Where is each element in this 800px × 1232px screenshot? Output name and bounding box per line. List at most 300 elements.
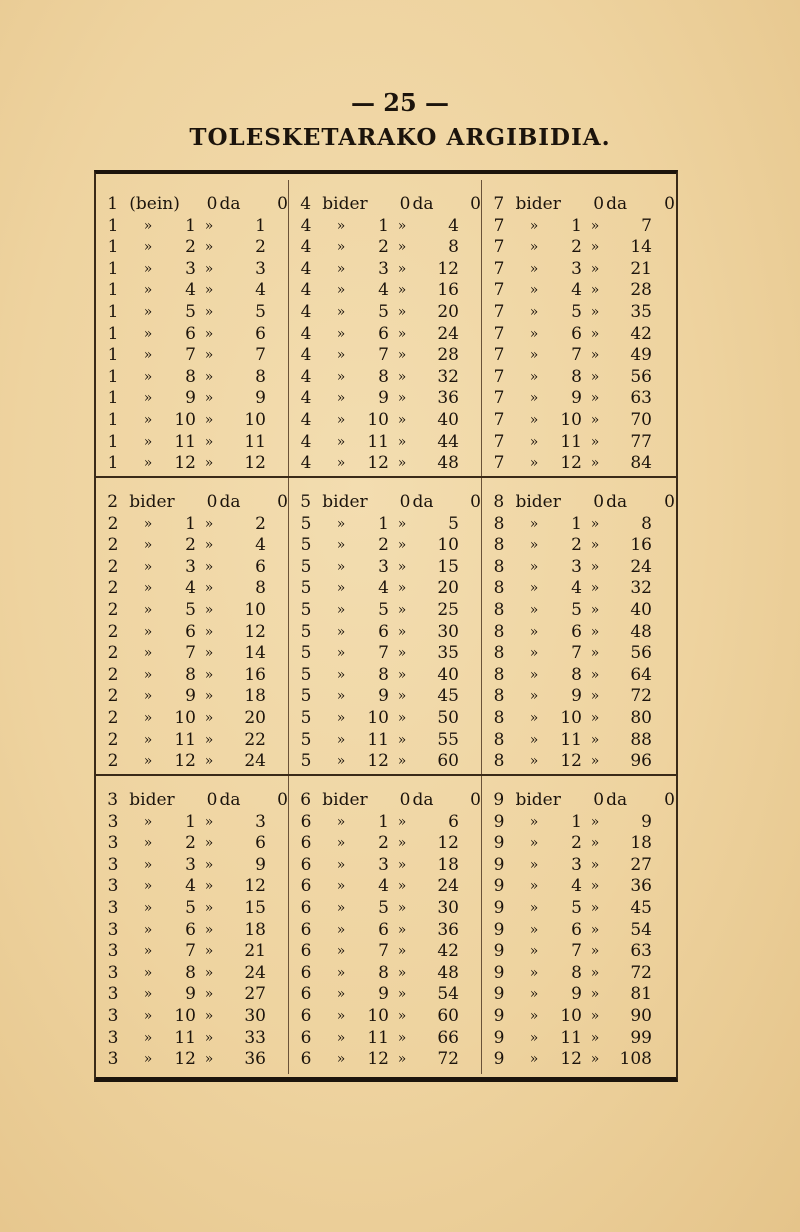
- multiplier: 0: [399, 492, 411, 512]
- ditto-mark: »: [143, 260, 153, 277]
- ditto-mark: »: [529, 856, 539, 873]
- multiplicand: 1: [107, 258, 119, 279]
- table-row: [482, 833, 675, 855]
- product: 9: [641, 811, 652, 832]
- multiplier: 2: [185, 535, 196, 556]
- table-row: [482, 367, 675, 389]
- table-block-5: [289, 478, 482, 774]
- multiplier: 2: [378, 833, 389, 854]
- ditto-mark: »: [336, 1051, 346, 1068]
- multiplier: 7: [378, 643, 389, 664]
- product: 0: [277, 492, 288, 512]
- table-header-row: [289, 194, 481, 216]
- product: 42: [437, 941, 459, 962]
- ditto-mark: »: [529, 325, 539, 342]
- ditto-mark: »: [204, 709, 214, 726]
- product: 44: [437, 431, 459, 452]
- ditto-mark: »: [143, 303, 153, 320]
- table-row: [482, 941, 675, 963]
- ditto-mark: »: [590, 921, 600, 938]
- ditto-mark: »: [397, 878, 407, 895]
- product: 3: [255, 811, 266, 832]
- multiplier: 10: [174, 1005, 196, 1026]
- multiplicand: 8: [493, 729, 505, 750]
- table-row: [96, 432, 288, 454]
- product: 77: [630, 431, 652, 452]
- product: 70: [630, 409, 652, 430]
- product: 16: [437, 280, 459, 301]
- table-row: [482, 302, 675, 324]
- table-block-4: [289, 180, 482, 476]
- product: 35: [630, 301, 652, 322]
- multiplicand: 1: [107, 215, 119, 236]
- multiplier: 0: [593, 790, 605, 810]
- product: 50: [437, 707, 459, 728]
- product: 6: [255, 833, 266, 854]
- multiplier: 7: [185, 941, 196, 962]
- multiplicand: 8: [493, 686, 505, 707]
- multiplier: 6: [185, 919, 196, 940]
- ditto-mark: »: [143, 580, 153, 597]
- table-row: [482, 280, 675, 302]
- table-band: [96, 774, 676, 1074]
- multiplier: 4: [571, 578, 582, 599]
- ditto-mark: »: [204, 899, 214, 916]
- multiplicand: 4: [300, 409, 312, 430]
- table-row: [289, 237, 481, 259]
- multiplier: 5: [185, 599, 196, 620]
- multiplicand: 9: [493, 919, 505, 940]
- table-row: [96, 855, 288, 877]
- table-row: [96, 876, 288, 898]
- multiplier: 12: [560, 453, 582, 474]
- multiplier: 11: [560, 1027, 582, 1048]
- table-row: [482, 324, 675, 346]
- ditto-mark: »: [397, 1051, 407, 1068]
- ditto-mark: »: [529, 645, 539, 662]
- table-row: [482, 665, 675, 687]
- table-row: [482, 812, 675, 834]
- ditto-mark: »: [336, 1029, 346, 1046]
- multiplier: 10: [560, 707, 582, 728]
- table-row: [289, 410, 481, 432]
- table-row: [96, 514, 288, 536]
- ditto-mark: »: [590, 411, 600, 428]
- multiplicand: 9: [493, 854, 505, 875]
- multiplicand: 1: [107, 237, 119, 258]
- ditto-mark: »: [143, 537, 153, 554]
- multiplicand: 8: [493, 599, 505, 620]
- ditto-mark: »: [590, 856, 600, 873]
- ditto-mark: »: [529, 217, 539, 234]
- ditto-mark: »: [204, 878, 214, 895]
- multiplicand: 3: [107, 919, 119, 940]
- ditto-mark: »: [143, 878, 153, 895]
- table-row: [482, 730, 675, 752]
- multiplier: 9: [185, 686, 196, 707]
- multiplier: 10: [174, 409, 196, 430]
- table-row: [96, 600, 288, 622]
- product: 12: [244, 453, 266, 474]
- da-word: da: [606, 790, 628, 810]
- product: 35: [437, 643, 459, 664]
- multiplicand: 8: [493, 707, 505, 728]
- ditto-mark: »: [529, 433, 539, 450]
- product: 8: [448, 237, 459, 258]
- ditto-mark: »: [529, 623, 539, 640]
- multiplier: 8: [571, 664, 582, 685]
- ditto-mark: »: [590, 515, 600, 532]
- product: 72: [437, 1049, 459, 1070]
- multiplier: 1: [185, 513, 196, 534]
- multiplier: 0: [399, 194, 411, 214]
- multiplier: 1: [571, 215, 582, 236]
- ditto-mark: »: [397, 921, 407, 938]
- ditto-mark: »: [143, 943, 153, 960]
- multiplicand: 6: [300, 790, 312, 810]
- ditto-mark: »: [204, 813, 214, 830]
- product: 0: [470, 194, 481, 214]
- ditto-mark: »: [143, 433, 153, 450]
- table-row: [482, 345, 675, 367]
- product: 0: [664, 790, 675, 810]
- multiplier: 7: [571, 643, 582, 664]
- table-row: [96, 345, 288, 367]
- table-row: [289, 920, 481, 942]
- multiplier: 6: [378, 323, 389, 344]
- multiplicand: 6: [300, 984, 312, 1005]
- multiplier: 6: [571, 323, 582, 344]
- product: 18: [244, 919, 266, 940]
- product: 54: [630, 919, 652, 940]
- table-block-1: [96, 180, 289, 476]
- table-row: [482, 1049, 675, 1071]
- table-header-row: [289, 790, 481, 812]
- multiplicand: 5: [300, 664, 312, 685]
- multiplier: 12: [560, 751, 582, 772]
- product: 5: [448, 513, 459, 534]
- ditto-mark: »: [336, 282, 346, 299]
- multiplicand: 9: [493, 1005, 505, 1026]
- ditto-mark: »: [143, 753, 153, 770]
- multiplier: 0: [593, 194, 605, 214]
- da-word: da: [412, 790, 434, 810]
- product: 45: [437, 686, 459, 707]
- multiplicand: 1: [107, 409, 119, 430]
- ditto-mark: »: [336, 709, 346, 726]
- ditto-mark: »: [590, 731, 600, 748]
- table-row: [96, 557, 288, 579]
- multiplier: 2: [571, 535, 582, 556]
- ditto-mark: »: [590, 580, 600, 597]
- multiplicand: 6: [300, 962, 312, 983]
- table-row: [289, 216, 481, 238]
- ditto-mark: »: [336, 688, 346, 705]
- multiplier: 5: [571, 599, 582, 620]
- product: 12: [437, 258, 459, 279]
- product: 32: [630, 578, 652, 599]
- table-row: [96, 1006, 288, 1028]
- multiplicand: 2: [107, 729, 119, 750]
- ditto-mark: »: [590, 943, 600, 960]
- multiplier: 10: [367, 1005, 389, 1026]
- multiplicand: 1: [107, 366, 119, 387]
- ditto-mark: »: [204, 347, 214, 364]
- ditto-mark: »: [336, 753, 346, 770]
- page-number: — 25 —: [350, 88, 450, 117]
- product: 7: [641, 215, 652, 236]
- product: 10: [437, 535, 459, 556]
- product: 24: [244, 751, 266, 772]
- ditto-mark: »: [590, 709, 600, 726]
- table-row: [96, 812, 288, 834]
- product: 7: [255, 345, 266, 366]
- product: 8: [641, 513, 652, 534]
- product: 28: [630, 280, 652, 301]
- ditto-mark: »: [204, 623, 214, 640]
- product: 9: [255, 854, 266, 875]
- table-grid: [96, 180, 676, 1074]
- multiplier: 11: [367, 729, 389, 750]
- table-row: [289, 557, 481, 579]
- ditto-mark: »: [143, 455, 153, 472]
- multiplicand: 4: [300, 323, 312, 344]
- ditto-mark: »: [143, 709, 153, 726]
- ditto-mark: »: [336, 878, 346, 895]
- multiplier: 11: [560, 729, 582, 750]
- product: 24: [437, 323, 459, 344]
- multiplier: 3: [571, 854, 582, 875]
- multiplicand: 5: [300, 621, 312, 642]
- table-row: [482, 514, 675, 536]
- product: 54: [437, 984, 459, 1005]
- product: 12: [244, 621, 266, 642]
- ditto-mark: »: [397, 325, 407, 342]
- multiplier: 7: [571, 941, 582, 962]
- multiplicand: 2: [107, 643, 119, 664]
- ditto-mark: »: [143, 921, 153, 938]
- table-row: [482, 643, 675, 665]
- multiplicand: 1: [107, 280, 119, 301]
- table-header-row: [482, 492, 675, 514]
- multiplicand: 4: [300, 258, 312, 279]
- multiplicand: 4: [300, 431, 312, 452]
- product: 0: [470, 790, 481, 810]
- multiplier: 6: [378, 621, 389, 642]
- multiplier: 4: [378, 578, 389, 599]
- multiplier: 9: [378, 984, 389, 1005]
- ditto-mark: »: [204, 1007, 214, 1024]
- page-title: TOLESKETARAKO ARGIBIDIA.: [189, 124, 611, 151]
- product: 49: [630, 345, 652, 366]
- multiplier: 4: [185, 578, 196, 599]
- ditto-mark: »: [397, 1029, 407, 1046]
- table-row: [482, 535, 675, 557]
- product: 8: [255, 578, 266, 599]
- multiplicand: 6: [300, 811, 312, 832]
- multiplier: 2: [378, 535, 389, 556]
- multiplier: 5: [378, 897, 389, 918]
- product: 32: [437, 366, 459, 387]
- multiplier: 5: [571, 301, 582, 322]
- product: 56: [630, 643, 652, 664]
- product: 33: [244, 1027, 266, 1048]
- table-row: [482, 920, 675, 942]
- ditto-mark: »: [143, 558, 153, 575]
- ditto-mark: »: [336, 558, 346, 575]
- product: 48: [437, 962, 459, 983]
- table-row: [289, 708, 481, 730]
- ditto-mark: »: [590, 623, 600, 640]
- connector-word: bider: [322, 492, 368, 512]
- ditto-mark: »: [336, 813, 346, 830]
- multiplier: 5: [185, 897, 196, 918]
- multiplier: 11: [367, 431, 389, 452]
- ditto-mark: »: [143, 325, 153, 342]
- da-word: da: [606, 492, 628, 512]
- ditto-mark: »: [204, 753, 214, 770]
- multiplier: 3: [378, 258, 389, 279]
- multiplicand: 4: [300, 280, 312, 301]
- ditto-mark: »: [336, 921, 346, 938]
- table-row: [482, 578, 675, 600]
- multiplier: 8: [185, 962, 196, 983]
- ditto-mark: »: [590, 368, 600, 385]
- table-block-9: [482, 776, 675, 1074]
- ditto-mark: »: [590, 878, 600, 895]
- ditto-mark: »: [204, 390, 214, 407]
- table-band: [96, 476, 676, 774]
- ditto-mark: »: [143, 731, 153, 748]
- ditto-mark: »: [204, 601, 214, 618]
- ditto-mark: »: [204, 666, 214, 683]
- table-row: [482, 855, 675, 877]
- multiplicand: 8: [493, 664, 505, 685]
- table-block-2: [96, 478, 289, 774]
- ditto-mark: »: [397, 943, 407, 960]
- multiplicand: 9: [493, 811, 505, 832]
- multiplier: 1: [378, 513, 389, 534]
- da-word: da: [219, 790, 241, 810]
- ditto-mark: »: [204, 731, 214, 748]
- multiplier: 9: [571, 388, 582, 409]
- multiplier: 10: [560, 409, 582, 430]
- table-row: [482, 898, 675, 920]
- ditto-mark: »: [143, 239, 153, 256]
- ditto-mark: »: [397, 537, 407, 554]
- table-row: [482, 686, 675, 708]
- table-row: [482, 237, 675, 259]
- multiplier: 8: [378, 664, 389, 685]
- multiplicand: 3: [107, 876, 119, 897]
- ditto-mark: »: [336, 1007, 346, 1024]
- multiplier: 9: [571, 686, 582, 707]
- multiplicand: 6: [300, 1049, 312, 1070]
- multiplier: 5: [378, 599, 389, 620]
- multiplication-table: [94, 170, 678, 1082]
- ditto-mark: »: [529, 558, 539, 575]
- product: 16: [630, 535, 652, 556]
- ditto-mark: »: [143, 1029, 153, 1046]
- product: 20: [244, 707, 266, 728]
- ditto-mark: »: [143, 368, 153, 385]
- multiplicand: 8: [493, 751, 505, 772]
- ditto-mark: »: [336, 390, 346, 407]
- product: 81: [630, 984, 652, 1005]
- product: 4: [255, 280, 266, 301]
- table-row: [96, 686, 288, 708]
- product: 9: [255, 388, 266, 409]
- multiplier: 10: [367, 409, 389, 430]
- multiplier: 0: [206, 790, 218, 810]
- product: 10: [244, 599, 266, 620]
- table-row: [96, 920, 288, 942]
- ditto-mark: »: [204, 303, 214, 320]
- multiplicand: 5: [300, 707, 312, 728]
- ditto-mark: »: [336, 217, 346, 234]
- ditto-mark: »: [529, 709, 539, 726]
- multiplicand: 7: [493, 215, 505, 236]
- ditto-mark: »: [204, 835, 214, 852]
- multiplicand: 7: [493, 345, 505, 366]
- multiplicand: 8: [493, 492, 505, 512]
- product: 2: [255, 237, 266, 258]
- ditto-mark: »: [590, 688, 600, 705]
- ditto-mark: »: [143, 813, 153, 830]
- multiplicand: 1: [107, 301, 119, 322]
- ditto-mark: »: [143, 623, 153, 640]
- multiplicand: 7: [493, 258, 505, 279]
- ditto-mark: »: [397, 601, 407, 618]
- product: 12: [437, 833, 459, 854]
- ditto-mark: »: [529, 1007, 539, 1024]
- multiplicand: 6: [300, 919, 312, 940]
- ditto-mark: »: [397, 558, 407, 575]
- table-row: [289, 432, 481, 454]
- multiplicand: 5: [300, 729, 312, 750]
- table-row: [482, 984, 675, 1006]
- ditto-mark: »: [397, 515, 407, 532]
- table-row: [289, 812, 481, 834]
- ditto-mark: »: [529, 921, 539, 938]
- product: 40: [437, 664, 459, 685]
- product: 0: [277, 194, 288, 214]
- ditto-mark: »: [143, 347, 153, 364]
- ditto-mark: »: [204, 455, 214, 472]
- ditto-mark: »: [590, 1007, 600, 1024]
- multiplier: 12: [367, 751, 389, 772]
- multiplier: 8: [378, 962, 389, 983]
- ditto-mark: »: [204, 1029, 214, 1046]
- product: 55: [437, 729, 459, 750]
- multiplicand: 4: [300, 388, 312, 409]
- multiplicand: 9: [493, 984, 505, 1005]
- table-header-row: [96, 492, 288, 514]
- multiplicand: 1: [107, 388, 119, 409]
- connector-word: bider: [322, 790, 368, 810]
- multiplier: 3: [378, 854, 389, 875]
- table-row: [96, 216, 288, 238]
- product: 36: [244, 1049, 266, 1070]
- ditto-mark: »: [529, 347, 539, 364]
- multiplicand: 7: [493, 453, 505, 474]
- table-row: [289, 453, 481, 475]
- multiplier: 8: [571, 962, 582, 983]
- ditto-mark: »: [397, 303, 407, 320]
- ditto-mark: »: [529, 666, 539, 683]
- ditto-mark: »: [204, 260, 214, 277]
- table-row: [96, 665, 288, 687]
